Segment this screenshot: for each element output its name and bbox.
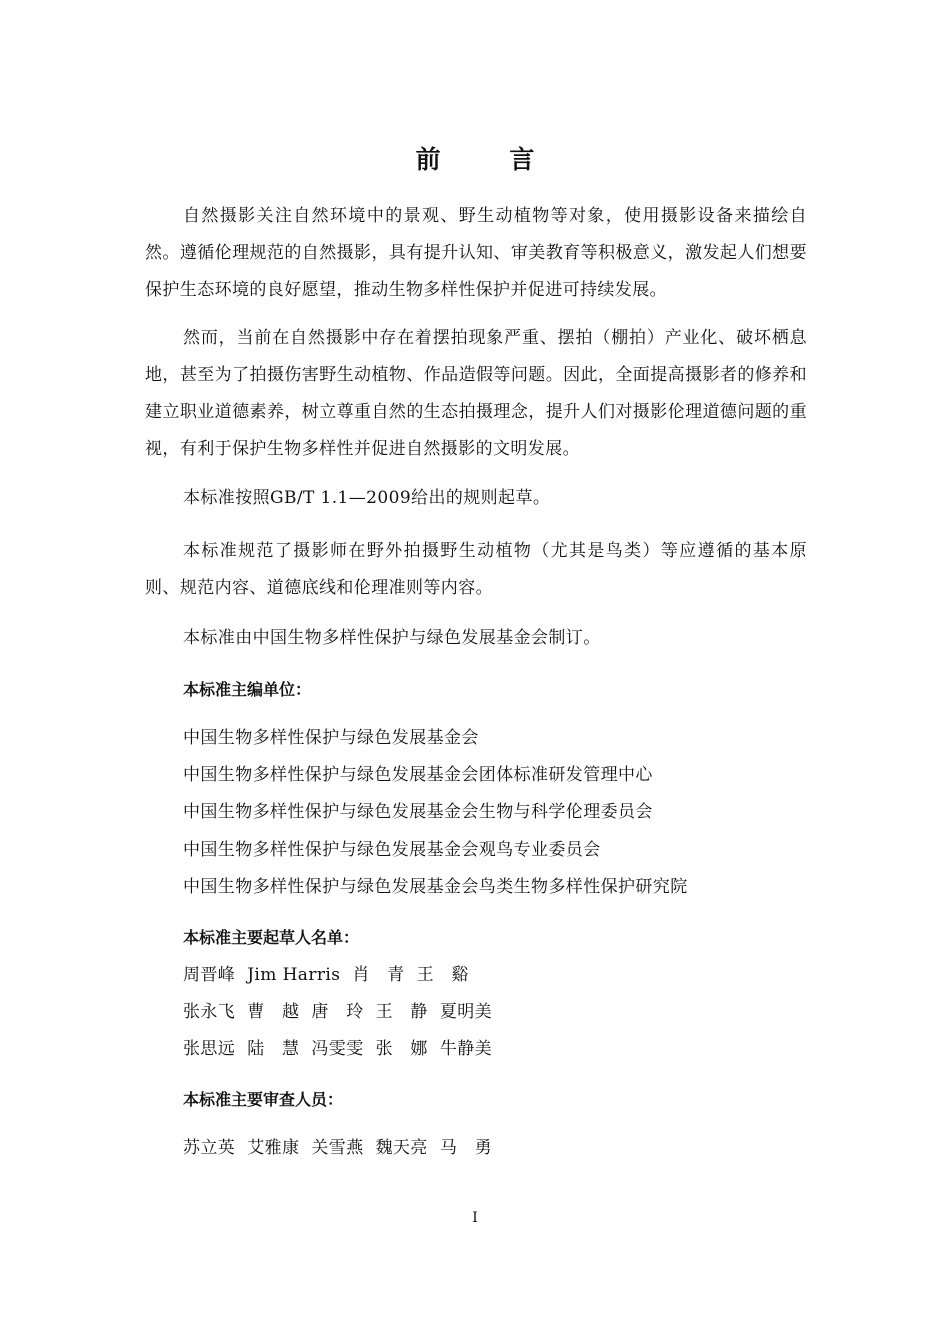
drafter-name: Jim Harris (247, 965, 341, 985)
drafter-name: 张 娜 (375, 1039, 428, 1059)
drafter-name: 冯雯雯 (311, 1039, 364, 1059)
reviewers-row (183, 1133, 504, 1163)
reviewer-name: 马 勇 (439, 1138, 493, 1158)
reviewer-name: 关雪燕 (311, 1138, 364, 1158)
drafter-name: 夏明美 (439, 1002, 493, 1022)
editor-unit: 中国生物多样性保护与绿色发展基金会生物与科学伦理委员会 (183, 802, 653, 822)
drafters-row (183, 960, 481, 990)
drafters-heading: 本标准主要起草人名单： (183, 928, 360, 947)
editors-heading: 本标准主编单位： (183, 680, 312, 699)
paragraph-intro: 自然摄影关注自然环境中的景观、野生动植物等对象，使用摄影设备来描绘自然。遵循伦理规范的自然摄影，具有提升认知、审美教育等积极意义，激发起人们想要保护生态环境的良好愿望，推动生物多样性保护并促进可持续发展。 (145, 206, 807, 300)
drafters-row (183, 997, 504, 1027)
drafter-name: 张思远 (183, 1039, 236, 1059)
page-number: I (472, 1210, 478, 1226)
drafter-name: 曹 越 (247, 1002, 300, 1022)
paragraph-problems: 然而，当前在自然摄影中存在着摆拍现象严重、摆拍（棚拍）产业化、破坏栖息地，甚至为了拍摄伤害野生动植物、作品造假等问题。因此，全面提高摄影者的修养和建立职业道德素养，树立尊重自然的生态拍摄理念，提升人们对摄影伦理道德问题的重视，有利于保护生物多样性并促进自然摄影的文明发展。 (145, 328, 807, 459)
reviewer-name: 苏立英 (183, 1138, 236, 1158)
editor-unit: 中国生物多样性保护与绿色发展基金会团体标准研发管理中心 (183, 765, 653, 785)
paragraph-scope: 本标准规范了摄影师在野外拍摄野生动植物（尤其是鸟类）等应遵循的基本原则、规范内容、道德底线和伦理准则等内容。 (145, 541, 807, 598)
paragraph-drafting-rules: 本标准按照GB/T 1.1—2009给出的规则起草。 (183, 488, 551, 508)
reviewer-name: 魏天亮 (375, 1138, 428, 1158)
drafter-name: 张永飞 (183, 1002, 236, 1022)
drafter-name: 肖 青 (352, 965, 405, 985)
editor-unit: 中国生物多样性保护与绿色发展基金会观鸟专业委员会 (183, 840, 601, 860)
drafters-row (183, 1034, 504, 1064)
reviewer-name: 艾雅康 (247, 1138, 300, 1158)
page-title: 前 言 (415, 145, 565, 174)
paragraph-issuer: 本标准由中国生物多样性保护与绿色发展基金会制订。 (183, 628, 601, 648)
reviewers-heading: 本标准主要审查人员： (183, 1090, 344, 1109)
drafter-name: 陆 慧 (247, 1039, 300, 1059)
drafter-name: 唐 玲 (311, 1002, 364, 1022)
drafter-name: 牛静美 (439, 1039, 493, 1059)
editor-unit: 中国生物多样性保护与绿色发展基金会 (183, 728, 479, 748)
drafter-name: 王 谿 (416, 965, 469, 985)
drafter-name: 王 静 (375, 1002, 428, 1022)
drafter-name: 周晋峰 (183, 965, 236, 985)
editor-unit: 中国生物多样性保护与绿色发展基金会鸟类生物多样性保护研究院 (183, 877, 688, 897)
